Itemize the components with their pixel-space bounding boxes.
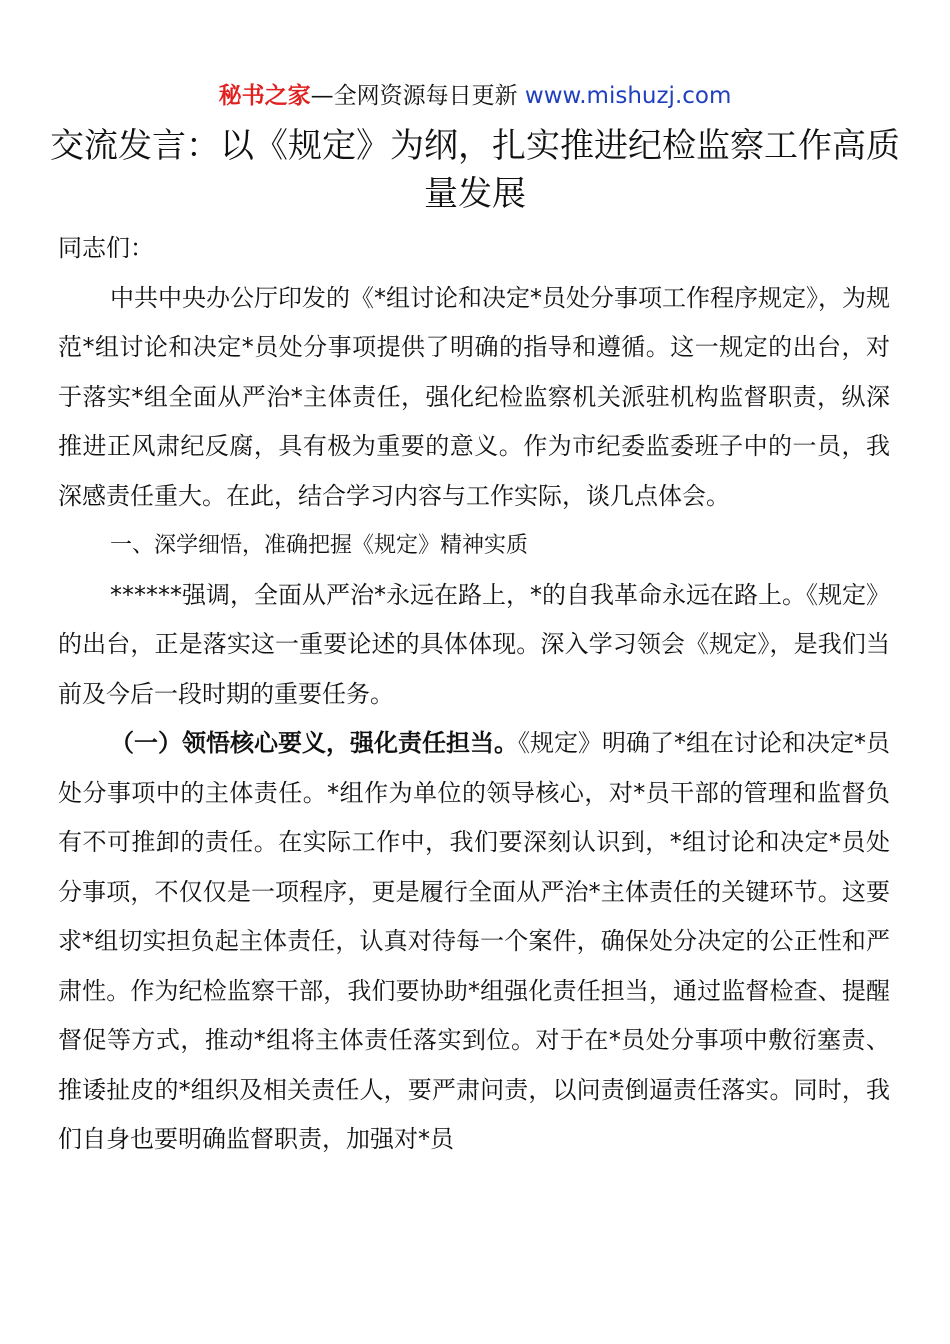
subsection-1-body: 《规定》明确了*组在讨论和决定*员处分事项中的主体责任。*组作为单位的领导核心，对*员干部的管理和监督负有不可推卸的责任。在实际工作中，我们要深刻认识到，*组讨论和决定*员处分事项，不仅仅是一项程序，更是履行全面从严治*主体责任的关键环节。这要求*组切实担负起主体责任，认真对待每一个案件，确保处分决定的公正性和严肃性。作为纪检监察干部，我们要协助*组强化责任担当，通过监督检查、提醒督促等方式，推动*组将主体责任落实到位。对于在*员处分事项中敷衍塞责、推诿扯皮的*组织及相关责任人，要严肃问责，以问责倒逼责任落实。同时，我们自身也要明确监督职责，加强对*员 xyxy=(58,729,890,1153)
paragraph-subsection-1 xyxy=(58,719,890,1165)
site-tagline: —全网资源每日更新 xyxy=(310,83,518,109)
document-body xyxy=(58,224,890,1165)
site-brand: 秘书之家 xyxy=(218,83,311,109)
subsection-1-lead: （一）领悟核心要义，强化责任担当。 xyxy=(110,729,518,757)
site-url-link[interactable]: www.mishuzj.com xyxy=(524,83,732,109)
site-banner xyxy=(0,78,950,114)
paragraph-intro: 中共中央办公厅印发的《*组讨论和决定*员处分事项工作程序规定》，为规范*组讨论和决定*员处分事项提供了明确的指导和遵循。这一规定的出台，对于落实*组全面从严治*主体责任，强化纪检监察机关派驻机构监督职责，纵深推进正风肃纪反腐，具有极为重要的意义。作为市纪委监委班子中的一员，我深感责任重大。在此，结合学习内容与工作实际，谈几点体会。 xyxy=(58,283,890,510)
paragraph-section1-intro: ******强调，全面从严治*永远在路上，*的自我革命永远在路上。《规定》的出台，正是落实这一重要论述的具体体现。深入学习领会《规定》，是我们当前及今后一段时期的重要任务。 xyxy=(58,580,890,708)
salutation: 同志们： xyxy=(58,234,154,262)
section-heading-1: 一、深学细悟，准确把握《规定》精神实质 xyxy=(110,533,529,558)
document-title: 交流发言：以《规定》为纲，扎实推进纪检监察工作高质量发展 xyxy=(50,126,900,214)
